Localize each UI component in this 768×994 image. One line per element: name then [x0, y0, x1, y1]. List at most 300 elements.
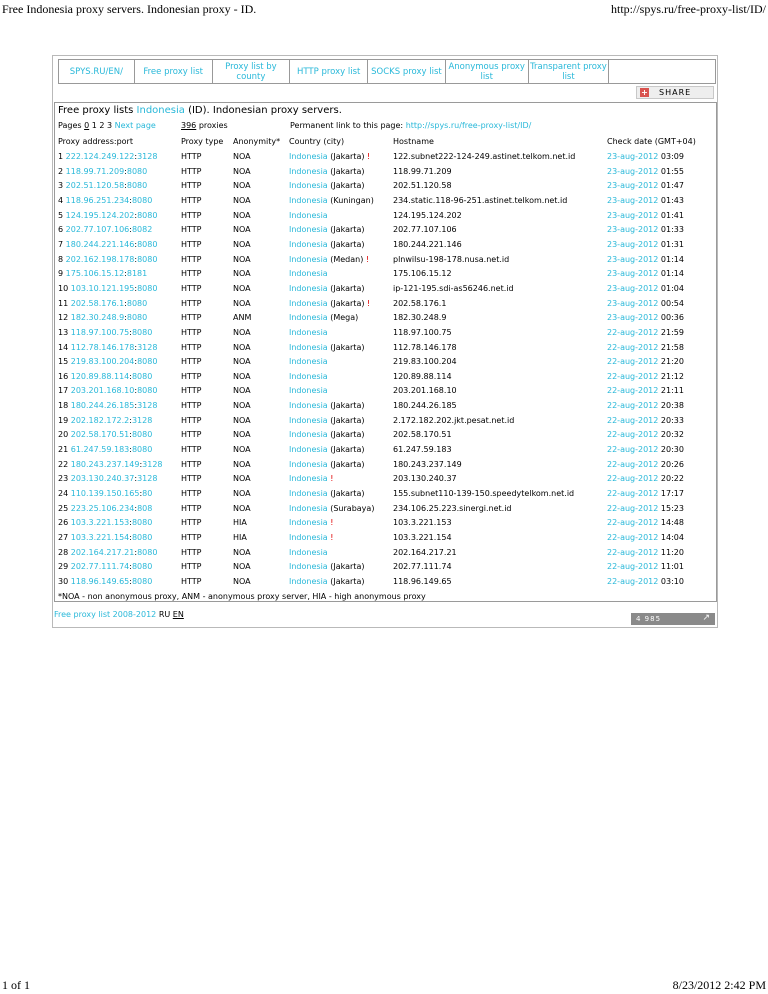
proxy-address: 11 202.58.176.1:8080: [58, 298, 148, 308]
share-button[interactable]: [636, 86, 714, 99]
proxy-port: 3128: [137, 152, 158, 161]
check-date: [607, 518, 684, 527]
row-number: 6: [58, 225, 64, 235]
proxy-ip-link[interactable]: 175.106.15.12: [65, 269, 125, 279]
proxy-type: HTTP: [181, 488, 202, 498]
proxy-anonymity: NOA: [233, 357, 251, 367]
proxy-anonymity: ANM: [233, 313, 252, 323]
proxy-ip-link[interactable]: 110.139.150.165: [70, 488, 140, 498]
proxy-type: HTTP: [181, 225, 202, 235]
proxy-count: [181, 121, 228, 130]
title-country-link[interactable]: Indonesia: [136, 105, 185, 116]
check-date-time: 21:20: [660, 357, 684, 367]
row-number: 15: [58, 357, 69, 367]
country-link[interactable]: Indonesia: [289, 342, 328, 352]
proxy-type: HTTP: [181, 386, 202, 396]
alert-mark: !: [367, 298, 371, 308]
proxy-address: 3 202.51.120.58:8080: [58, 181, 148, 191]
proxy-country: [289, 489, 364, 498]
proxy-ip-link[interactable]: 118.96.251.234: [65, 196, 130, 205]
arrow-icon: ↗: [702, 613, 711, 623]
nav-socks-proxy-list[interactable]: SOCKS proxy list: [368, 60, 446, 83]
proxy-type: HTTP: [181, 196, 202, 205]
check-date: [607, 533, 684, 542]
check-date-day: 23-aug-2012: [607, 181, 659, 191]
row-number: 19: [58, 415, 69, 425]
country-link[interactable]: Indonesia: [289, 371, 328, 381]
row-number: 1: [58, 152, 64, 161]
proxy-anonymity: NOA: [233, 474, 251, 484]
check-date-time: 15:23: [660, 503, 684, 513]
proxy-hostname: plnwilsu-198-178.nusa.net.id: [393, 254, 510, 264]
country-city: (Jakarta): [330, 166, 365, 176]
proxy-anonymity: NOA: [233, 342, 251, 352]
row-number: 2: [58, 166, 64, 176]
country-link[interactable]: Indonesia: [289, 225, 328, 235]
country-link[interactable]: Indonesia: [289, 357, 328, 367]
proxy-country: [289, 548, 328, 557]
proxy-ip-link[interactable]: 202.77.111.74: [70, 562, 130, 572]
row-number: 10: [58, 283, 69, 293]
permalink: [290, 121, 531, 130]
proxy-ip-link[interactable]: 118.96.149.65: [70, 576, 130, 586]
proxy-type: HTTP: [181, 474, 202, 484]
proxy-port: 8080: [131, 196, 153, 205]
check-date-day: 22-aug-2012: [607, 532, 659, 542]
proxy-country: [289, 225, 364, 234]
check-date-time: 01:14: [660, 254, 684, 264]
proxy-anonymity: NOA: [233, 503, 251, 513]
proxy-address: 25 223.25.106.234:808: [58, 503, 153, 513]
check-date-day: 22-aug-2012: [607, 327, 659, 337]
check-date-day: 22-aug-2012: [607, 386, 659, 396]
proxy-anonymity: NOA: [233, 327, 251, 337]
proxy-ip-link[interactable]: 203.201.168.10: [70, 386, 135, 396]
country-link[interactable]: Indonesia: [289, 196, 328, 205]
nav-anonymous-proxy-list[interactable]: Anonymous proxy list: [446, 60, 529, 83]
proxy-anonymity: HIA: [233, 532, 247, 542]
check-date-time: 20:38: [660, 401, 684, 411]
proxy-anonymity: NOA: [233, 547, 251, 557]
check-date-day: 23-aug-2012: [607, 166, 659, 176]
proxy-hostname: 180.243.237.149: [393, 459, 462, 469]
country-link[interactable]: Indonesia: [289, 386, 328, 396]
country-link[interactable]: Indonesia: [289, 239, 328, 249]
check-date-time: 20:33: [660, 415, 684, 425]
proxy-ip-link[interactable]: 202.58.176.1: [70, 298, 125, 308]
proxy-country: [289, 211, 328, 220]
proxy-address: 27 103.3.221.154:8080: [58, 532, 153, 542]
country-link[interactable]: Indonesia: [289, 488, 328, 498]
check-date-day: 22-aug-2012: [607, 445, 659, 454]
proxy-address: 12 182.30.248.9:8080: [58, 313, 148, 323]
proxy-ip-link[interactable]: 202.162.198.178: [65, 254, 135, 264]
proxy-type: HTTP: [181, 298, 202, 308]
check-date-day: 22-aug-2012: [607, 401, 659, 411]
proxy-country: [289, 255, 369, 264]
proxy-address: 24 110.139.150.165:80: [58, 488, 153, 498]
check-date-time: 14:04: [660, 532, 684, 542]
proxy-hostname: 202.51.120.58: [393, 181, 452, 191]
proxy-anonymity: NOA: [233, 283, 251, 293]
check-date-time: 03:10: [660, 576, 684, 586]
proxy-type: HTTP: [181, 576, 202, 586]
country-link[interactable]: Indonesia: [289, 430, 328, 440]
country-link[interactable]: Indonesia: [289, 254, 328, 264]
proxy-address: 5 124.195.124.202:8080: [58, 210, 158, 220]
proxy-address: 29 202.77.111.74:8080: [58, 562, 153, 572]
country-link[interactable]: Indonesia: [289, 518, 328, 528]
page-link-2[interactable]: 2: [99, 121, 105, 130]
col-header-country: Country (city): [289, 137, 345, 146]
check-date-day: 22-aug-2012: [607, 562, 659, 572]
proxy-ip-link[interactable]: 103.10.121.195: [70, 283, 135, 293]
row-number: 30: [58, 576, 69, 586]
proxy-ip-link[interactable]: 103.3.221.154: [70, 532, 130, 542]
check-date: [607, 181, 684, 190]
check-date: [607, 386, 684, 395]
country-city: (Jakarta): [330, 298, 365, 308]
country-link[interactable]: Indonesia: [289, 152, 328, 161]
proxy-anonymity: NOA: [233, 562, 251, 572]
proxy-address: 26 103.3.221.153:8080: [58, 518, 153, 528]
country-link[interactable]: Indonesia: [289, 445, 328, 454]
check-date-day: 22-aug-2012: [607, 430, 659, 440]
counter-value: 4 985: [636, 615, 662, 623]
country-link[interactable]: Indonesia: [289, 269, 328, 279]
row-number: 5: [58, 210, 64, 220]
check-date-time: 03:09: [660, 152, 684, 161]
proxy-country: [289, 328, 328, 337]
proxy-country: [289, 577, 364, 586]
check-date-time: 01:33: [660, 225, 684, 235]
row-number: 12: [58, 313, 69, 323]
proxy-hostname: 175.106.15.12: [393, 269, 452, 279]
proxy-ip-link[interactable]: 180.244.221.146: [65, 239, 135, 249]
plus-box-icon: +: [641, 88, 648, 97]
proxy-address: 18 180.244.26.185:3128: [58, 401, 158, 411]
country-city: (Jakarta): [330, 181, 365, 191]
proxy-country: [289, 284, 364, 293]
check-date: [607, 401, 684, 410]
proxy-port: 8080: [137, 210, 158, 220]
row-number: 25: [58, 503, 69, 513]
proxy-hostname: 234.static.118-96-251.astinet.telkom.net.id: [393, 196, 568, 205]
proxy-hostname: 203.130.240.37: [393, 474, 457, 484]
proxy-ip-link[interactable]: 202.182.172.2: [70, 415, 130, 425]
print-footer-datetime: 8/23/2012 2:42 PM: [672, 978, 766, 992]
col-header-hostname: Hostname: [393, 137, 434, 146]
proxy-hostname: 112.78.146.178: [393, 342, 457, 352]
proxy-anonymity: NOA: [233, 166, 251, 176]
check-date: [607, 255, 684, 264]
proxy-type: HTTP: [181, 283, 202, 293]
proxy-type: HTTP: [181, 503, 202, 513]
proxy-list-panel: [54, 102, 717, 602]
country-link[interactable]: Indonesia: [289, 562, 328, 572]
check-date-time: 20:26: [660, 459, 684, 469]
proxy-ip-link[interactable]: 103.3.221.153: [70, 518, 130, 528]
proxy-port: 80: [142, 488, 153, 498]
country-link[interactable]: Indonesia: [289, 576, 328, 586]
check-date-day: 22-aug-2012: [607, 503, 659, 513]
country-link[interactable]: Indonesia: [289, 474, 328, 484]
proxy-ip-link[interactable]: 180.244.26.185: [70, 401, 135, 411]
check-date-day: 22-aug-2012: [607, 518, 659, 528]
proxy-ip-link[interactable]: 203.130.240.37: [70, 474, 135, 484]
proxy-port: 8080: [131, 430, 153, 440]
check-date-time: 20:30: [660, 445, 684, 454]
print-header-url: http://spys.ru/free-proxy-list/ID/: [611, 2, 766, 16]
proxy-ip-link[interactable]: 120.89.88.114: [70, 371, 130, 381]
proxy-anonymity: NOA: [233, 269, 251, 279]
proxy-port: 8080: [126, 166, 148, 176]
country-city: (Jakarta): [330, 415, 365, 425]
col-header-anonymity: Anonymity*: [233, 137, 281, 146]
check-date: [607, 372, 684, 381]
proxy-type: HTTP: [181, 547, 202, 557]
check-date-day: 22-aug-2012: [607, 371, 659, 381]
alert-mark: !: [330, 474, 334, 484]
proxy-country: [289, 562, 364, 571]
proxy-type: HTTP: [181, 562, 202, 572]
proxy-port: 8080: [131, 576, 153, 586]
check-date-time: 21:11: [660, 386, 684, 396]
check-date: [607, 460, 684, 469]
proxy-hostname: 180.244.221.146: [393, 239, 462, 249]
check-date-day: 23-aug-2012: [607, 254, 659, 264]
proxy-country: [289, 313, 358, 322]
proxy-type: HTTP: [181, 210, 202, 220]
page-link-0[interactable]: 0: [84, 121, 90, 130]
proxy-type: HTTP: [181, 239, 202, 249]
proxy-hostname: 182.30.248.9: [393, 313, 447, 323]
proxy-ip-link[interactable]: 118.97.100.75: [70, 327, 130, 337]
proxy-ip-link[interactable]: 202.77.107.106: [65, 225, 130, 235]
check-date-time: 01:47: [660, 181, 684, 191]
proxy-country: [289, 299, 370, 308]
proxy-hostname: 202.77.107.106: [393, 225, 457, 235]
check-date: [607, 211, 684, 220]
proxy-hostname: 234.106.25.223.sinergi.net.id: [393, 503, 512, 513]
proxy-address: 8 202.162.198.178:8080: [58, 254, 158, 264]
permalink-url[interactable]: http://spys.ru/free-proxy-list/ID/: [405, 121, 532, 130]
visit-counter[interactable]: [631, 613, 715, 625]
check-date: [607, 299, 684, 308]
check-date-day: 23-aug-2012: [607, 225, 659, 235]
country-link[interactable]: Indonesia: [289, 401, 328, 411]
country-city: (Jakarta): [330, 239, 365, 249]
nav-http-proxy-list[interactable]: HTTP proxy list: [290, 60, 368, 83]
proxy-ip-link[interactable]: 182.30.248.9: [70, 313, 125, 323]
proxy-ip-link[interactable]: 219.83.100.204: [70, 357, 135, 367]
country-city: (Jakarta): [330, 152, 365, 161]
proxy-address: 22 180.243.237.149:3128: [58, 459, 163, 469]
proxy-hostname: ip-121-195.sdi-as56246.net.id: [393, 283, 514, 293]
country-city: (Kuningan): [330, 196, 374, 205]
country-link[interactable]: Indonesia: [289, 283, 328, 293]
proxy-ip-link[interactable]: 202.164.217.21: [70, 547, 135, 557]
check-date-day: 22-aug-2012: [607, 459, 659, 469]
nav-spys-home[interactable]: SPYS.RU/EN/: [59, 60, 135, 83]
proxy-port: 8080: [131, 562, 153, 572]
check-date-day: 23-aug-2012: [607, 239, 659, 249]
check-date-time: 14:48: [660, 518, 684, 528]
country-city: (Jakarta): [330, 401, 365, 411]
proxy-ip-link[interactable]: 124.195.124.202: [65, 210, 135, 220]
lang-ru-link[interactable]: RU: [158, 610, 171, 619]
bottom-free-proxy-link[interactable]: Free proxy list 2008-2012: [54, 610, 157, 619]
proxy-ip-link[interactable]: 222.124.249.122: [65, 152, 135, 161]
check-date: [607, 313, 684, 322]
proxy-anonymity: HIA: [233, 518, 247, 528]
proxy-ip-link[interactable]: 61.247.59.183: [70, 445, 130, 454]
row-number: 4: [58, 196, 64, 205]
check-date: [607, 577, 684, 586]
country-link[interactable]: Indonesia: [289, 503, 328, 513]
proxy-port: 8080: [131, 371, 153, 381]
country-city: (Jakarta): [330, 430, 365, 440]
proxy-address: 2 118.99.71.209:8080: [58, 166, 148, 176]
check-date-day: 23-aug-2012: [607, 269, 659, 279]
proxy-type: HTTP: [181, 269, 202, 279]
proxy-anonymity: NOA: [233, 401, 251, 411]
check-date-day: 23-aug-2012: [607, 152, 659, 161]
proxy-anonymity: NOA: [233, 239, 251, 249]
proxy-hostname: 202.77.111.74: [393, 562, 452, 572]
proxy-type: HTTP: [181, 254, 202, 264]
page-frame: [52, 55, 718, 628]
proxy-hostname: 202.164.217.21: [393, 547, 457, 557]
country-link[interactable]: Indonesia: [289, 532, 328, 542]
proxy-hostname: 155.subnet110-139-150.speedytelkom.net.id: [393, 488, 575, 498]
check-date-time: 01:31: [660, 239, 684, 249]
bottom-bar: [54, 610, 184, 619]
proxy-anonymity: NOA: [233, 371, 251, 381]
proxy-anonymity: NOA: [233, 576, 251, 586]
country-link[interactable]: Indonesia: [289, 415, 328, 425]
proxy-country: [289, 416, 364, 425]
row-number: 20: [58, 430, 69, 440]
proxy-country: [289, 474, 333, 483]
proxy-type: HTTP: [181, 532, 202, 542]
check-date-time: 17:17: [660, 488, 684, 498]
proxy-anonymity: NOA: [233, 210, 251, 220]
check-date-time: 11:01: [660, 562, 684, 572]
check-date-day: 22-aug-2012: [607, 576, 659, 586]
proxy-country: [289, 357, 328, 366]
proxy-ip-link[interactable]: 202.51.120.58: [65, 181, 125, 191]
proxy-hostname: 120.89.88.114: [393, 371, 452, 381]
country-link[interactable]: Indonesia: [289, 313, 328, 323]
country-city: (Jakarta): [330, 576, 365, 586]
check-date-time: 01:55: [660, 166, 684, 176]
proxy-country: [289, 181, 364, 190]
row-number: 28: [58, 547, 69, 557]
proxy-type: HTTP: [181, 445, 202, 454]
lang-en-link[interactable]: EN: [172, 610, 184, 619]
check-date: [607, 357, 684, 366]
check-date-time: 00:36: [660, 313, 684, 323]
proxy-country: [289, 504, 374, 513]
nav-proxy-list-by-country[interactable]: Proxy list by county: [213, 60, 291, 83]
check-date-day: 23-aug-2012: [607, 298, 659, 308]
proxy-port: 8080: [137, 386, 158, 396]
country-link[interactable]: Indonesia: [289, 547, 328, 557]
check-date: [607, 328, 684, 337]
nav-empty-cell: [609, 60, 715, 83]
check-date-time: 21:58: [660, 342, 684, 352]
country-city: (Jakarta): [330, 488, 365, 498]
proxy-ip-link[interactable]: 118.99.71.209: [65, 166, 125, 176]
proxy-ip-link[interactable]: 112.78.146.178: [70, 342, 135, 352]
print-header-title: Free Indonesia proxy servers. Indonesian proxy - ID.: [2, 2, 257, 16]
row-number: 18: [58, 401, 69, 411]
check-date: [607, 167, 684, 176]
pagination: [58, 121, 156, 130]
proxy-ip-link[interactable]: 223.25.106.234: [70, 503, 135, 513]
page-link-3[interactable]: 3: [107, 121, 113, 130]
country-link[interactable]: Indonesia: [289, 166, 328, 176]
page-link-1[interactable]: 1: [91, 121, 97, 130]
col-header-type: Proxy type: [181, 137, 224, 146]
title-prefix: Free proxy lists: [58, 105, 137, 116]
check-date-day: 22-aug-2012: [607, 488, 659, 498]
country-link[interactable]: Indonesia: [289, 210, 328, 220]
country-city: (Surabaya): [330, 503, 375, 513]
print-footer-page: 1 of 1: [2, 978, 30, 992]
check-date-time: 20:32: [660, 430, 684, 440]
proxy-ip-link[interactable]: 180.243.237.149: [70, 459, 140, 469]
country-link[interactable]: Indonesia: [289, 298, 328, 308]
proxy-anonymity: NOA: [233, 459, 251, 469]
check-date-day: 23-aug-2012: [607, 313, 659, 323]
row-number: 21: [58, 445, 69, 454]
proxy-hostname: 202.58.170.51: [393, 430, 452, 440]
proxy-address: 13 118.97.100.75:8080: [58, 327, 153, 337]
proxy-hostname: 124.195.124.202: [393, 210, 462, 220]
check-date-day: 22-aug-2012: [607, 547, 659, 557]
nav-transparent-proxy-list[interactable]: Transparent proxy list: [529, 60, 610, 83]
check-date: [607, 225, 684, 234]
check-date-time: 21:12: [660, 371, 684, 381]
proxy-hostname: 202.58.176.1: [393, 298, 447, 308]
proxy-type: HTTP: [181, 357, 202, 367]
alert-mark: !: [365, 254, 370, 264]
country-link[interactable]: Indonesia: [289, 327, 328, 337]
proxy-address: 17 203.201.168.10:8080: [58, 386, 158, 396]
check-date-time: 20:22: [660, 474, 684, 484]
proxy-hostname: 118.99.71.209: [393, 166, 452, 176]
check-date: [607, 152, 684, 161]
row-number: 16: [58, 371, 69, 381]
nav-free-proxy-list[interactable]: Free proxy list: [135, 60, 213, 83]
proxy-port: 8080: [126, 298, 148, 308]
proxy-port: 8080: [137, 547, 158, 557]
proxy-type: HTTP: [181, 181, 202, 191]
check-date: [607, 284, 684, 293]
check-date: [607, 445, 684, 454]
country-city: (Jakarta): [330, 342, 365, 352]
next-page-link[interactable]: Next page: [114, 121, 156, 130]
proxy-port: 8181: [126, 269, 148, 279]
proxy-ip-link[interactable]: 202.58.170.51: [70, 430, 130, 440]
row-number: 23: [58, 474, 69, 484]
country-link[interactable]: Indonesia: [289, 181, 328, 191]
country-city: (Jakarta): [330, 225, 365, 235]
proxy-country: [289, 152, 370, 161]
country-link[interactable]: Indonesia: [289, 459, 328, 469]
